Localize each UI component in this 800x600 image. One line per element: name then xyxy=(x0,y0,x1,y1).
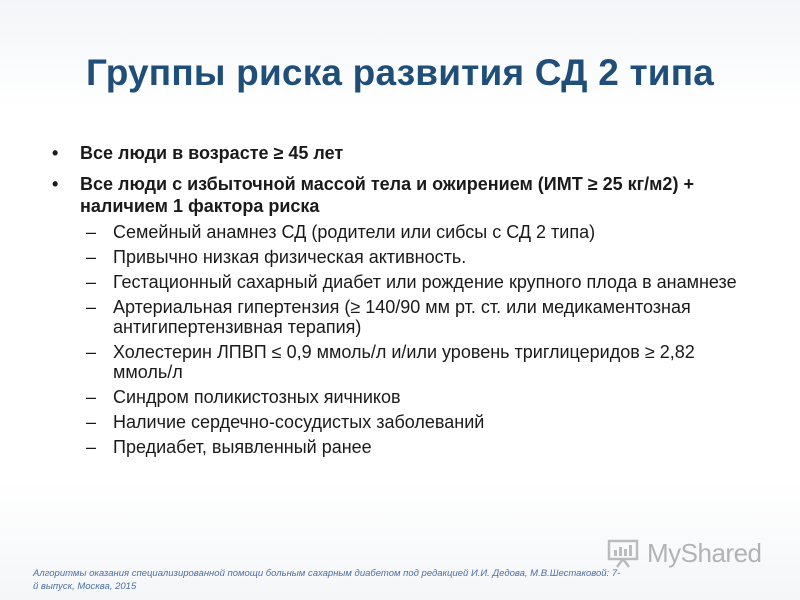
dash-bullet-icon: – xyxy=(86,297,97,317)
myshared-watermark xyxy=(607,536,767,570)
risk-factor-item xyxy=(46,297,746,337)
presentation-board-icon xyxy=(607,538,639,568)
risk-factor-text: Синдром поликистозных яичников xyxy=(113,387,401,407)
dash-bullet-icon: – xyxy=(86,437,97,457)
dash-bullet-icon: – xyxy=(86,387,97,407)
source-footnote: Алгоритмы оказания специализированной помощи больным сахарным диабетом под редакцией И.И. Дедова, М.В.Шестаковой: 7-й выпуск, Москва, 2015 xyxy=(33,568,621,592)
risk-factor-item xyxy=(46,272,746,292)
dash-bullet-icon: – xyxy=(86,342,97,362)
risk-factor-text: Наличие сердечно-сосудистых заболеваний xyxy=(113,412,485,432)
bullet-icon: • xyxy=(52,174,59,194)
risk-factor-item xyxy=(46,387,746,407)
risk-factor-text: Артериальная гипертензия (≥ 140/90 мм рт. ст. или медикаментозная антигипертензивная терапия) xyxy=(113,297,691,337)
risk-factor-item xyxy=(46,412,746,432)
dash-bullet-icon: – xyxy=(86,412,97,432)
main-list xyxy=(46,142,746,217)
risk-factor-item xyxy=(46,342,746,382)
risk-factor-text: Привычно низкая физическая активность. xyxy=(113,247,467,267)
list-item-age xyxy=(46,142,746,164)
list-item-text: Все люди с избыточной массой тела и ожирением (ИМТ ≥ 25 кг/м2) + наличием 1 фактора риска xyxy=(80,174,694,216)
risk-factor-list xyxy=(46,222,746,457)
bullet-icon: • xyxy=(52,143,59,163)
dash-bullet-icon: – xyxy=(86,247,97,267)
risk-factor-item xyxy=(46,247,746,267)
slide-content xyxy=(46,142,746,462)
risk-factor-text: Семейный анамнез СД (родители или сибсы с СД 2 типа) xyxy=(113,222,596,242)
slide-title: Группы риска развития СД 2 типа xyxy=(85,52,715,93)
risk-factor-text: Холестерин ЛПВП ≤ 0,9 ммоль/л и/или уровень триглицеридов ≥ 2,82 ммоль/л xyxy=(113,342,695,382)
dash-bullet-icon: – xyxy=(86,272,97,292)
risk-factor-text: Гестационный сахарный диабет или рождение крупного плода в анамнезе xyxy=(113,272,737,292)
risk-factor-item xyxy=(46,437,746,457)
risk-factor-item xyxy=(46,222,746,242)
dash-bullet-icon: – xyxy=(86,222,97,242)
list-item-text: Все люди в возрасте ≥ 45 лет xyxy=(80,143,344,163)
list-item-overweight xyxy=(46,173,746,217)
watermark-text: MyShared xyxy=(647,538,762,568)
risk-factor-text: Предиабет, выявленный ранее xyxy=(113,437,372,457)
